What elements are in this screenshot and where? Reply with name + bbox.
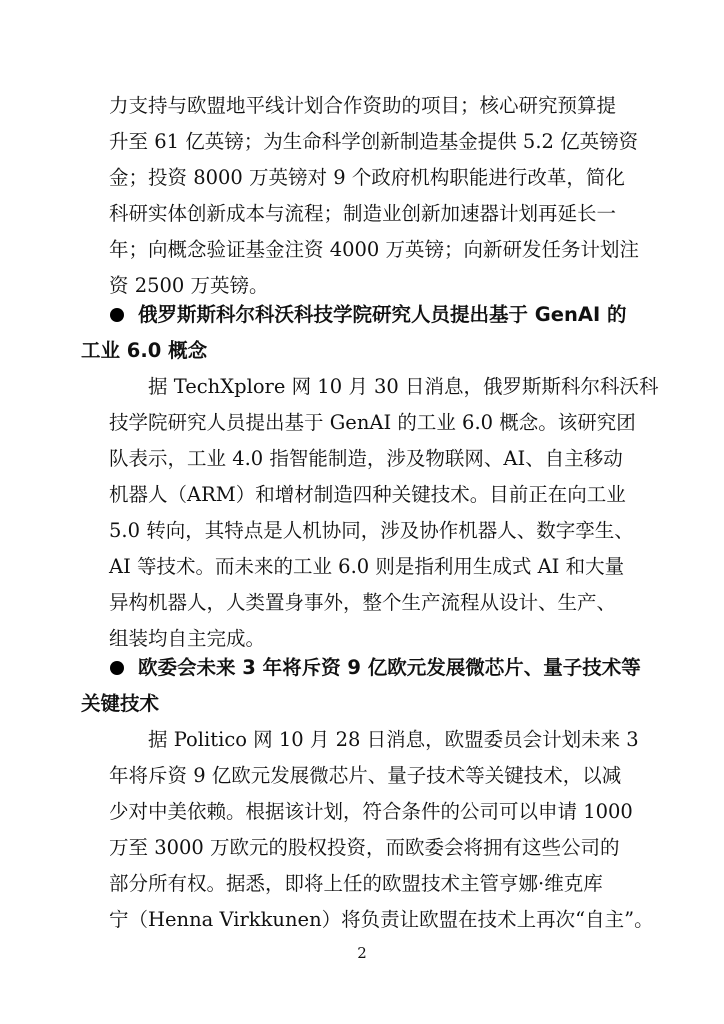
section-heading-continuation: 关键技术 [81, 692, 160, 715]
body-text-line: 据 TechXplore 网 10 月 30 日消息，俄罗斯斯科尔科沃科 [148, 375, 659, 398]
body-text-line: 升至 61 亿英镑；为生命科学创新制造基金提供 5.2 亿英镑资 [109, 130, 639, 153]
body-text-line: 宁（Henna Virkkunen）将负责让欧盟在技术上再次“自主”。 [109, 908, 654, 931]
body-text-line: 资 2500 万英镑。 [109, 274, 269, 297]
body-text-line: 年；向概念验证基金注资 4000 万英镑；向新研发任务计划注 [109, 238, 640, 261]
page-number: 2 [357, 944, 367, 962]
body-text-line: 万至 3000 万欧元的股权投资，而欧委会将拥有这些公司的 [109, 836, 620, 859]
body-text-line: 年将斥资 9 亿欧元发展微芯片、量子技术等关键技术，以减 [109, 764, 622, 787]
body-text-line: 5.0 转向，其特点是人机协同，涉及协作机器人、数字孪生、 [109, 519, 634, 542]
body-text-line: 部分所有权。据悉，即将上任的欧盟技术主管亨娜·维克库 [109, 872, 603, 895]
body-text-line: 组装均自主完成。 [109, 627, 266, 650]
bullet-icon [110, 661, 124, 675]
body-text-line: 科研实体创新成本与流程；制造业创新加速器计划再延长一 [109, 202, 617, 225]
section-heading-continuation: 工业 6.0 概念 [81, 339, 208, 362]
section-heading: 欧委会未来 3 年将斥资 9 亿欧元发展微芯片、量子技术等 [0, 650, 724, 686]
body-text-line: 异构机器人，人类置身事外，整个生产流程从设计、生产、 [109, 591, 617, 614]
section-heading: 俄罗斯斯科尔科沃科技学院研究人员提出基于 GenAI 的 [0, 297, 724, 333]
body-text-line: 金；投资 8000 万英镑对 9 个政府机构职能进行改革，简化 [109, 166, 625, 189]
body-text-line: AI 等技术。而未来的工业 6.0 则是指利用生成式 AI 和大量 [109, 555, 625, 578]
body-text-line: 少对中美依赖。根据该计划，符合条件的公司可以申请 1000 [109, 800, 633, 823]
body-text-line: 据 Politico 网 10 月 28 日消息，欧盟委员会计划未来 3 [148, 728, 639, 751]
body-text-line: 技学院研究人员提出基于 GenAI 的工业 6.0 概念。该研究团 [109, 411, 636, 434]
body-text-line: 力支持与欧盟地平线计划合作资助的项目；核心研究预算提 [109, 94, 617, 117]
bullet-icon [110, 308, 124, 322]
body-text-line: 机器人（ARM）和增材制造四种关键技术。目前正在向工业 [109, 483, 626, 506]
body-text-line: 队表示，工业 4.0 指智能制造，涉及物联网、AI、自主移动 [109, 447, 623, 470]
